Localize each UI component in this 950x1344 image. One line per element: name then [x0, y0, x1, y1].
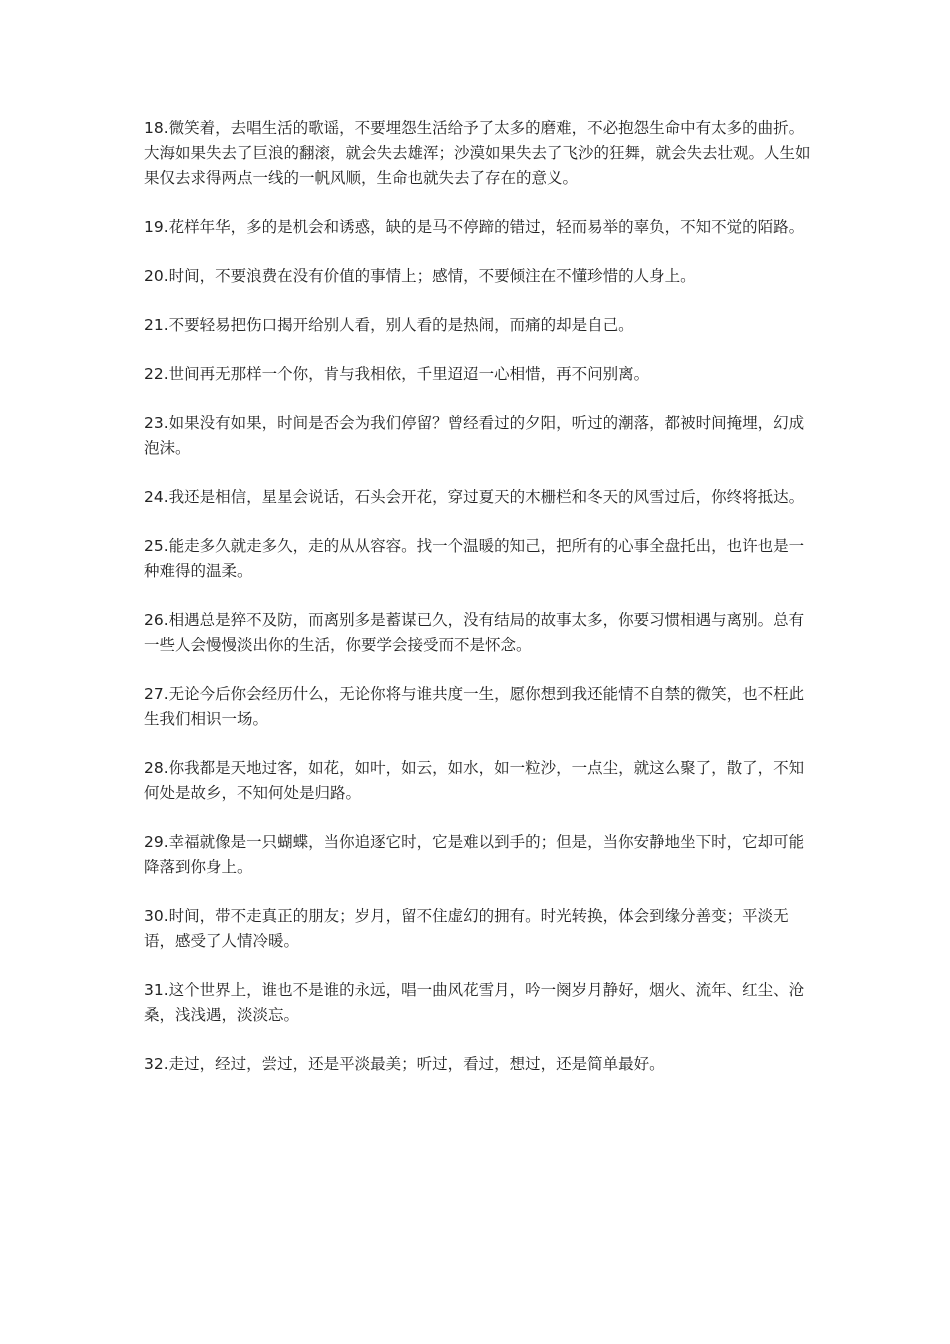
quote-paragraph-30: 30.时间，带不走真正的朋友；岁月，留不住虚幻的拥有。时光转换，体会到缘分善变；平淡无语，感受了人情冷暖。: [144, 907, 789, 950]
quote-paragraph-22: 22.世间再无那样一个你，肯与我相依，千里迢迢一心相惜，再不问别离。: [144, 365, 650, 383]
quote-paragraph-19: 19.花样年华，多的是机会和诱惑，缺的是马不停蹄的错过，轻而易举的辜负，不知不觉的陌路。: [144, 218, 805, 236]
quote-paragraph-21: 21.不要轻易把伤口揭开给别人看，别人看的是热闹，而痛的却是自己。: [144, 316, 634, 334]
quote-paragraph-28: 28.你我都是天地过客，如花，如叶，如云，如水，如一粒沙，一点尘，就这么聚了，散了，不知何处是故乡，不知何处是归路。: [144, 759, 805, 802]
quote-paragraph-24: 24.我还是相信，星星会说话，石头会开花，穿过夏天的木栅栏和冬天的风雪过后，你终将抵达。: [144, 488, 805, 506]
quote-paragraph-32: 32.走过，经过，尝过，还是平淡最美；听过，看过，想过，还是简单最好。: [144, 1055, 665, 1073]
quote-paragraph-26: 26.相遇总是猝不及防，而离别多是蓄谋已久，没有结局的故事太多，你要习惯相遇与离别。总有一些人会慢慢淡出你的生活，你要学会接受而不是怀念。: [144, 611, 805, 654]
document-body: [144, 116, 816, 1101]
quote-paragraph-29: 29.幸福就像是一只蝴蝶，当你追逐它时，它是难以到手的；但是，当你安静地坐下时，它却可能降落到你身上。: [144, 833, 805, 876]
quote-paragraph-27: 27.无论今后你会经历什么，无论你将与谁共度一生，愿你想到我还能情不自禁的微笑，也不枉此生我们相识一场。: [144, 685, 805, 728]
quote-paragraph-20: 20.时间，不要浪费在没有价值的事情上；感情，不要倾注在不懂珍惜的人身上。: [144, 267, 696, 285]
quote-paragraph-31: 31.这个世界上，谁也不是谁的永远，唱一曲风花雪月，吟一阕岁月静好，烟火、流年、红尘、沧桑，浅浅遇，淡淡忘。: [144, 981, 805, 1024]
quote-paragraph-25: 25.能走多久就走多久，走的从从容容。找一个温暖的知己，把所有的心事全盘托出，也许也是一种难得的温柔。: [144, 537, 805, 580]
quote-paragraph-23: 23.如果没有如果，时间是否会为我们停留？曾经看过的夕阳，听过的潮落，都被时间掩埋，幻成泡沫。: [144, 414, 805, 457]
quote-paragraph-18: 18.微笑着，去唱生活的歌谣，不要埋怨生活给予了太多的磨难，不必抱怨生命中有太多的曲折。大海如果失去了巨浪的翻滚，就会失去雄浑；沙漠如果失去了飞沙的狂舞，就会失去壮观。人生如果仅去求得两点一线的一帆风顺，生命也就失去了存在的意义。: [144, 119, 811, 187]
